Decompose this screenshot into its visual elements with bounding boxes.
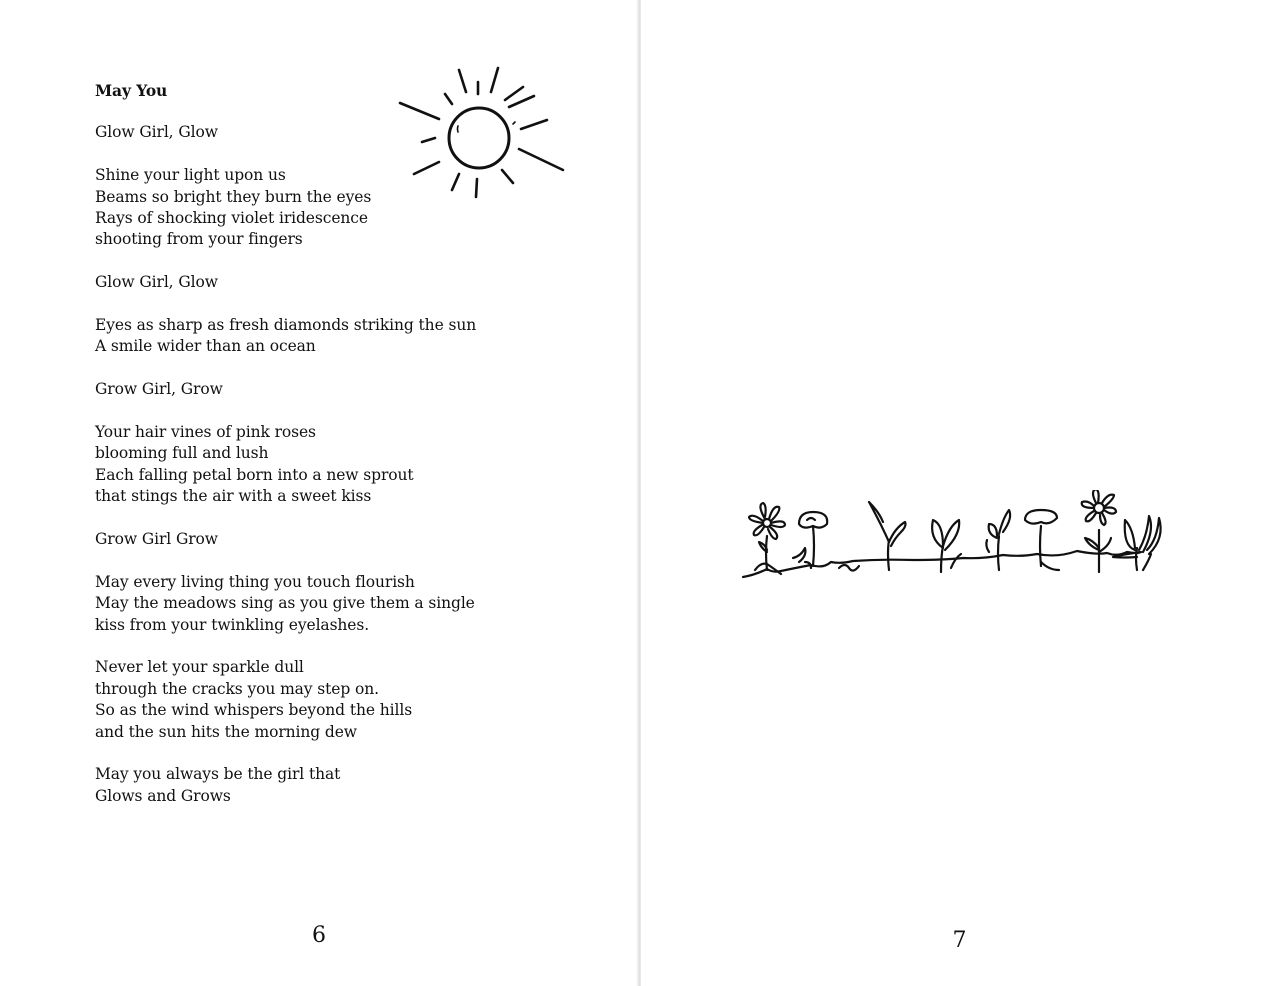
flower-row-doodle-icon — [741, 490, 1181, 585]
stanza — [95, 764, 515, 807]
poem-line: Grow Girl Grow — [95, 530, 218, 549]
stanza — [95, 657, 515, 743]
stanza — [95, 315, 515, 358]
stanza — [95, 272, 515, 293]
poem-line: Eyes as sharp as fresh diamonds striking the sun — [95, 316, 477, 335]
poem-line: blooming full and lush — [95, 444, 269, 463]
stanza — [95, 572, 515, 636]
poem-line: A smile wider than an ocean — [95, 337, 316, 356]
page-number: 7 — [952, 928, 967, 953]
poem-line: through the cracks you may step on. — [95, 679, 379, 698]
poem-line: Glow Girl, Glow — [95, 123, 218, 142]
poem-line: May you always be the girl that — [95, 765, 341, 784]
poem-line: shooting from your fingers — [95, 230, 303, 249]
poem-line: Beams so bright they burn the eyes — [95, 187, 372, 206]
stanza — [95, 379, 515, 400]
poem-line: May the meadows sing as you give them a single — [95, 594, 475, 613]
poem-line: Your hair vines of pink roses — [95, 423, 316, 442]
page-number: 6 — [312, 923, 326, 948]
poem-line: Each falling petal born into a new sprout — [95, 465, 414, 484]
right-page — [640, 0, 1280, 986]
poem-line: Shine your light upon us — [95, 166, 286, 185]
poem-line: Glows and Grows — [95, 786, 231, 805]
stanza — [95, 529, 515, 550]
poem-title: May You — [95, 81, 168, 100]
poem-line: Never let your sparkle dull — [95, 658, 304, 677]
poem-line: and the sun hits the morning dew — [95, 722, 357, 741]
stanza — [95, 422, 515, 508]
poem-line: Grow Girl, Grow — [95, 380, 223, 399]
poem-line: Rays of shocking violet iridescence — [95, 209, 368, 228]
poem-line: So as the wind whispers beyond the hills — [95, 701, 413, 720]
poem-line: kiss from your twinkling eyelashes. — [95, 615, 370, 634]
poem-line: that stings the air with a sweet kiss — [95, 487, 372, 506]
sun-doodle-icon — [395, 62, 570, 202]
poem-line: May every living thing you touch flourish — [95, 572, 415, 591]
poem-line: Glow Girl, Glow — [95, 273, 218, 292]
